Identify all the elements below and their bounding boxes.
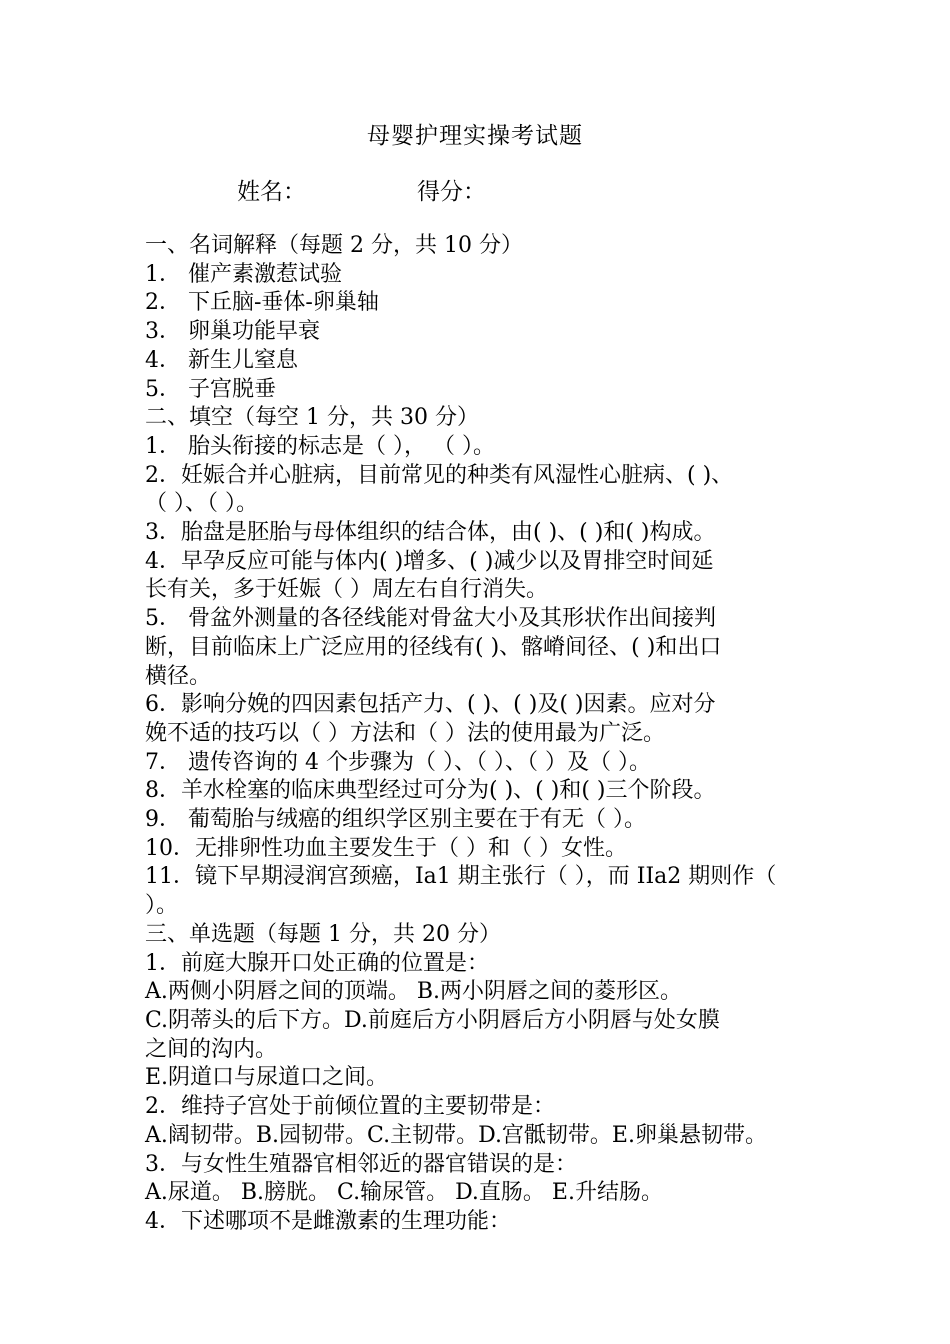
question-line: 2． 下丘脑-垂体-卵巢轴 bbox=[145, 290, 379, 316]
answer-options-line: A.两侧小阴唇之间的顶端。 B.两小阴唇之间的菱形区。 bbox=[145, 979, 683, 1005]
question-line: 3．与女性生殖器官相邻近的器官错误的是： bbox=[145, 1151, 577, 1177]
question-line: 长有关，多于妊娠（ ）周左右自行消失。 bbox=[145, 577, 548, 603]
question-line: 4．下述哪项不是雌激素的生理功能： bbox=[145, 1208, 511, 1234]
question-line: 横径。 bbox=[145, 663, 212, 689]
section-heading-fill-blank: 二、填空（每空 1 分，共 30 分） bbox=[145, 405, 479, 431]
document-title: 母婴护理实操考试题 bbox=[367, 123, 583, 149]
section-heading-definitions: 一、名词解释（每题 2 分，共 10 分） bbox=[145, 233, 523, 258]
question-line: 3． 卵巢功能早衰 bbox=[145, 319, 320, 345]
score-label: 得分： bbox=[417, 179, 486, 205]
question-line: 4． 新生儿窒息 bbox=[145, 347, 298, 373]
question-line: 2．维持子宫处于前倾位置的主要韧带是： bbox=[145, 1094, 555, 1120]
question-line: 11．镜下早期浸润宫颈癌，Ia1 期主张行（ ），而 IIa2 期则作（ bbox=[145, 864, 777, 890]
answer-options-line: 之间的沟内。 bbox=[145, 1036, 278, 1062]
answer-options-line: C.阴蒂头的后下方。D.前庭后方小阴唇后方小阴唇与处女膜 bbox=[145, 1007, 720, 1033]
answer-options-line: A.尿道。 B.膀胱。 C.输尿管。 D.直肠。 E.升结肠。 bbox=[145, 1180, 663, 1206]
student-info-row bbox=[237, 176, 486, 208]
question-line: 4．早孕反应可能与体内( )增多、( )减少以及胃排空时间延 bbox=[145, 548, 714, 574]
question-line: 断，目前临床上广泛应用的径线有( )、髂嵴间径、( )和出口 bbox=[145, 634, 722, 660]
answer-options-line: E.阴道口与尿道口之间。 bbox=[145, 1065, 389, 1091]
question-line: 3．胎盘是胚胎与母体组织的结合体，由( )、( )和( )构成。 bbox=[145, 520, 716, 546]
question-line: 8．羊水栓塞的临床典型经过可分为( )、( )和( )三个阶段。 bbox=[145, 778, 716, 804]
section-heading-single-choice: 三、单选题（每题 1 分，共 20 分） bbox=[145, 921, 501, 947]
exam-body bbox=[145, 232, 815, 1237]
name-label: 姓名： bbox=[237, 179, 306, 205]
question-line: 1． 催产素激惹试验 bbox=[145, 261, 342, 287]
question-line: ）。 bbox=[145, 893, 179, 919]
question-line: 9． 葡萄胎与绒癌的组织学区别主要在于有无（ ）。 bbox=[145, 807, 646, 833]
question-line: 1． 胎头衔接的标志是（ ）， （ ）。 bbox=[145, 433, 495, 459]
question-line: 10．无排卵性功血主要发生于（ ）和（ ）女性。 bbox=[145, 835, 627, 861]
question-line: 5． 骨盆外测量的各径线能对骨盆大小及其形状作出间接判 bbox=[145, 606, 716, 632]
question-line: 2．妊娠合并心脏病，目前常见的种类有风湿性心脏病、( )、 bbox=[145, 462, 734, 488]
question-line: 7． 遗传咨询的 4 个步骤为（ ）、（ ）、（ ）及（ ）。 bbox=[145, 749, 651, 775]
answer-options-line: A.阔韧带。B.园韧带。C.主韧带。D.宫骶韧带。E.卵巢悬韧带。 bbox=[145, 1122, 767, 1148]
question-line: 5． 子宫脱垂 bbox=[145, 376, 276, 402]
question-line: 1．前庭大腺开口处正确的位置是： bbox=[145, 950, 489, 976]
question-line: 娩不适的技巧以（ ）方法和（ ）法的使用最为广泛。 bbox=[145, 720, 665, 746]
question-line: （ ）、（ ）。 bbox=[145, 491, 258, 517]
question-line: 6．影响分娩的四因素包括产力、( )、( )及( )因素。应对分 bbox=[145, 692, 716, 718]
